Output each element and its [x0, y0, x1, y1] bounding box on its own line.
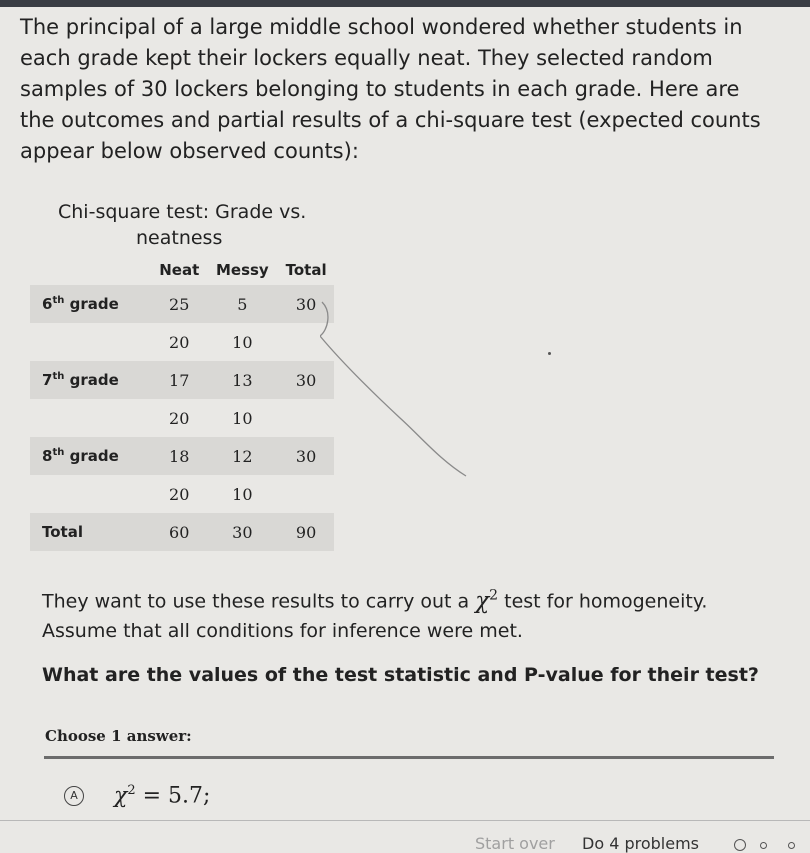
cell-6th-messy-observed: 5 [206, 285, 278, 323]
table-row-8th-expected [30, 475, 334, 513]
answer-choice-a[interactable] [64, 783, 210, 808]
header-total: Total [285, 261, 327, 279]
footer-divider [0, 820, 810, 821]
cell-6th-neat-observed: 25 [152, 285, 206, 323]
cell-7th-messy-observed: 13 [206, 361, 278, 399]
table-header-row [30, 255, 334, 285]
cell-7th-messy-expected: 10 [232, 408, 253, 428]
progress-dot-3 [788, 842, 795, 849]
cell-6th-total: 30 [278, 285, 334, 323]
do-problems-label: Do 4 problems [582, 834, 699, 853]
question-prompt: What are the values of the test statistic and P-value for their test? [42, 664, 759, 686]
table-row-total [30, 513, 334, 551]
cell-total-neat: 60 [152, 513, 206, 551]
pen-annotation-stroke [320, 300, 480, 480]
paragraph-homogeneity: They want to use these results to carry out a $\chi^2$ test for homogeneity. [42, 587, 708, 614]
contingency-table [30, 255, 334, 551]
start-over-link[interactable]: Start over [475, 834, 555, 853]
progress-dot-1 [734, 839, 746, 851]
pen-dot [548, 352, 551, 355]
cell-8th-total: 30 [278, 437, 334, 475]
header-neat: Neat [159, 261, 200, 279]
row-label-8th: 8th grade [30, 437, 152, 475]
cell-8th-messy-expected: 10 [232, 484, 253, 504]
table-title [58, 199, 318, 251]
cell-7th-total: 30 [278, 361, 334, 399]
cell-6th-messy-expected: 10 [232, 332, 253, 352]
table-row-7th-expected [30, 399, 334, 437]
row-label-total: Total [30, 513, 152, 551]
cell-7th-neat-expected: 20 [169, 408, 190, 428]
table-title-line1: Chi-square test: Grade vs. [58, 201, 307, 223]
cell-total-all: 90 [278, 513, 334, 551]
table-row-7th-observed [30, 361, 334, 399]
row-label-7th: 7th grade [30, 361, 152, 399]
choice-letter-a: A [64, 786, 84, 806]
table-row-6th-observed [30, 285, 334, 323]
cell-8th-messy-observed: 12 [206, 437, 278, 475]
cell-6th-neat-expected: 20 [169, 332, 190, 352]
table-row-8th-observed [30, 437, 334, 475]
table-title-line2: neatness [136, 227, 223, 249]
paragraph-conditions: Assume that all conditions for inference were met. [42, 620, 523, 642]
choose-label: Choose 1 answer: [45, 727, 192, 745]
question-text: The principal of a large middle school wondered whether students in each grade kept their lockers equally neat. They selected random samples of 30 lockers belonging to students in each grade. Here are the outcomes and partial results of a chi-square test (expected counts appear below observed counts): [20, 15, 761, 163]
row-label-6th: 6th grade [30, 285, 152, 323]
top-bar [0, 0, 810, 7]
table-row-6th-expected [30, 323, 334, 361]
choices-divider [44, 756, 774, 759]
header-messy: Messy [215, 261, 269, 279]
choice-a-text: $\chi^2 = 5.7$; [114, 783, 211, 809]
header-blank [30, 255, 152, 285]
cell-8th-neat-expected: 20 [169, 484, 190, 504]
cell-total-messy: 30 [206, 513, 278, 551]
cell-7th-neat-observed: 17 [152, 361, 206, 399]
chi-square-symbol: $\chi^2$ [475, 587, 499, 614]
progress-dot-2 [760, 842, 767, 849]
cell-8th-neat-observed: 18 [152, 437, 206, 475]
